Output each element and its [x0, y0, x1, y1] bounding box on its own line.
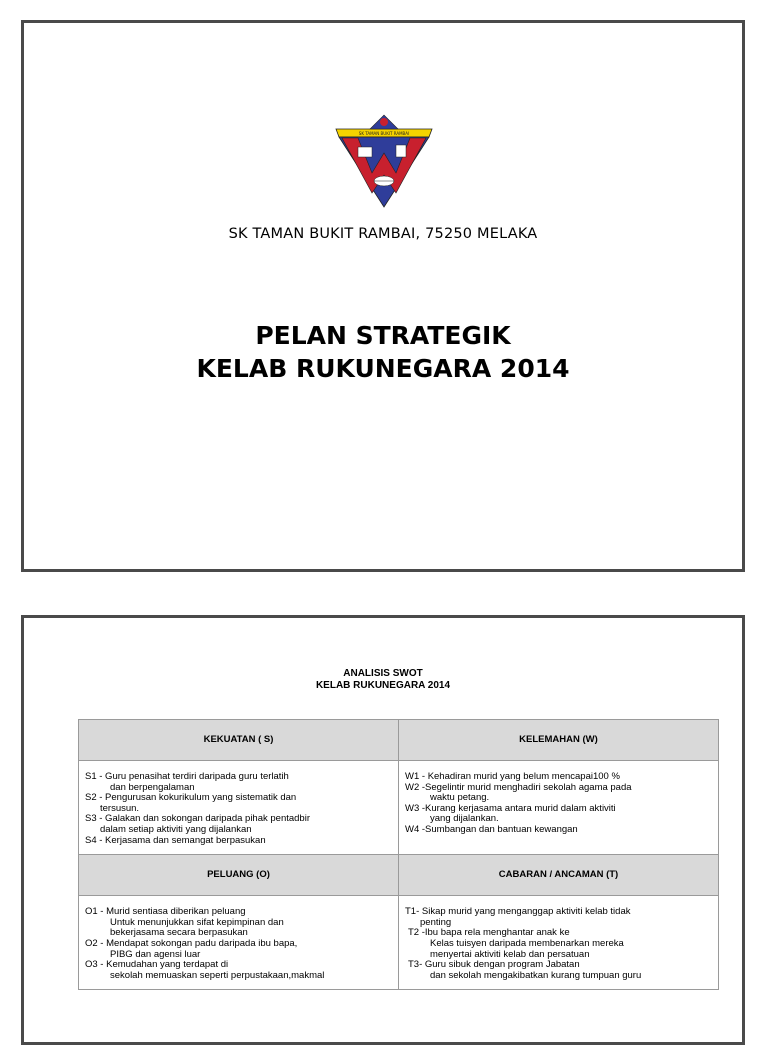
threat-item: menyertai aktiviti kelab dan persatuan: [430, 948, 590, 960]
threat-item: T3- Guru sibuk dengan program Jabatan: [408, 959, 580, 971]
threats-cell: [399, 896, 719, 990]
threat-item: dan sekolah mengakibatkan kurang tumpuan guru: [430, 969, 642, 981]
opportunity-item: Untuk menunjukkan sifat kepimpinan dan: [110, 916, 284, 928]
swot-table: [78, 719, 719, 990]
strength-item: S1 - Guru penasihat terdiri daripada guru terlatih: [85, 771, 289, 782]
cover-page: [21, 20, 745, 572]
school-crest-logo: [334, 113, 434, 209]
title-line-2: KELAB RUKUNEGARA 2014: [196, 354, 570, 383]
opportunities-cell: [79, 896, 399, 990]
threat-item: T1- Sikap murid yang menganggap aktiviti kelab tidak: [405, 906, 631, 918]
opportunity-item: O1 - Murid sentiasa diberikan peluang: [85, 906, 246, 918]
weakness-item: W4 -Sumbangan dan bantuan kewangan: [405, 823, 578, 835]
strength-item: S4 - Kerjasama dan semangat berpasukan: [85, 834, 266, 846]
strength-item: dan berpengalaman: [110, 781, 195, 793]
logo-text: SK TAMAN BUKIT RAMBAI: [358, 131, 410, 136]
weakness-item: yang dijalankan.: [430, 813, 499, 825]
weakness-item: waktu petang.: [430, 792, 490, 804]
weaknesses-cell: [399, 761, 719, 855]
strengths-cell: [79, 761, 399, 855]
opportunity-item: O2 - Mendapat sokongan padu daripada ibu bapa,: [85, 937, 298, 949]
opportunities-header: PELUANG (O): [79, 855, 399, 896]
weakness-item: W2 -Segelintir murid menghadiri sekolah agama pada: [405, 781, 632, 793]
swot-heading-line-2: KELAB RUKUNEGARA 2014: [315, 680, 451, 691]
opportunity-item: sekolah memuaskan seperti perpustakaan,makmal: [110, 969, 325, 981]
opportunity-item: PIBG dan agensi luar: [110, 948, 201, 960]
opportunity-item: O3 - Kemudahan yang terdapat di: [85, 959, 229, 971]
threats-header: CABARAN / ANCAMAN (T): [399, 855, 719, 896]
threat-item: T2 -Ibu bapa rela menghantar anak ke: [408, 927, 570, 939]
threat-item: penting: [420, 916, 452, 928]
document-title: [24, 319, 742, 385]
strength-item: S2 - Pengurusan kokurikulum yang sistematik dan: [85, 792, 297, 804]
strength-item: dalam setiap aktiviti yang dijalankan: [100, 823, 252, 835]
strength-item: tersusun.: [100, 802, 140, 814]
school-name: SK TAMAN BUKIT RAMBAI, 75250 MELAKA: [228, 226, 538, 242]
title-line-1: PELAN STRATEGIK: [255, 321, 511, 350]
weaknesses-header: KELEMAHAN (W): [399, 720, 719, 761]
weakness-item: W1 - Kehadiran murid yang belum mencapai100 %: [405, 771, 620, 782]
weakness-item: W3 -Kurang kerjasama antara murid dalam aktiviti: [405, 802, 616, 814]
opportunity-item: bekerjasama secara berpasukan: [110, 927, 248, 939]
strengths-header: KEKUATAN ( S): [79, 720, 399, 761]
threat-item: Kelas tuisyen daripada membenarkan mereka: [430, 937, 624, 949]
swot-page: [21, 615, 745, 1045]
swot-heading: [24, 668, 742, 692]
swot-heading-line-1: ANALISIS SWOT: [343, 668, 423, 679]
strength-item: S3 - Galakan dan sokongan daripada pihak pentadbir: [85, 813, 310, 825]
